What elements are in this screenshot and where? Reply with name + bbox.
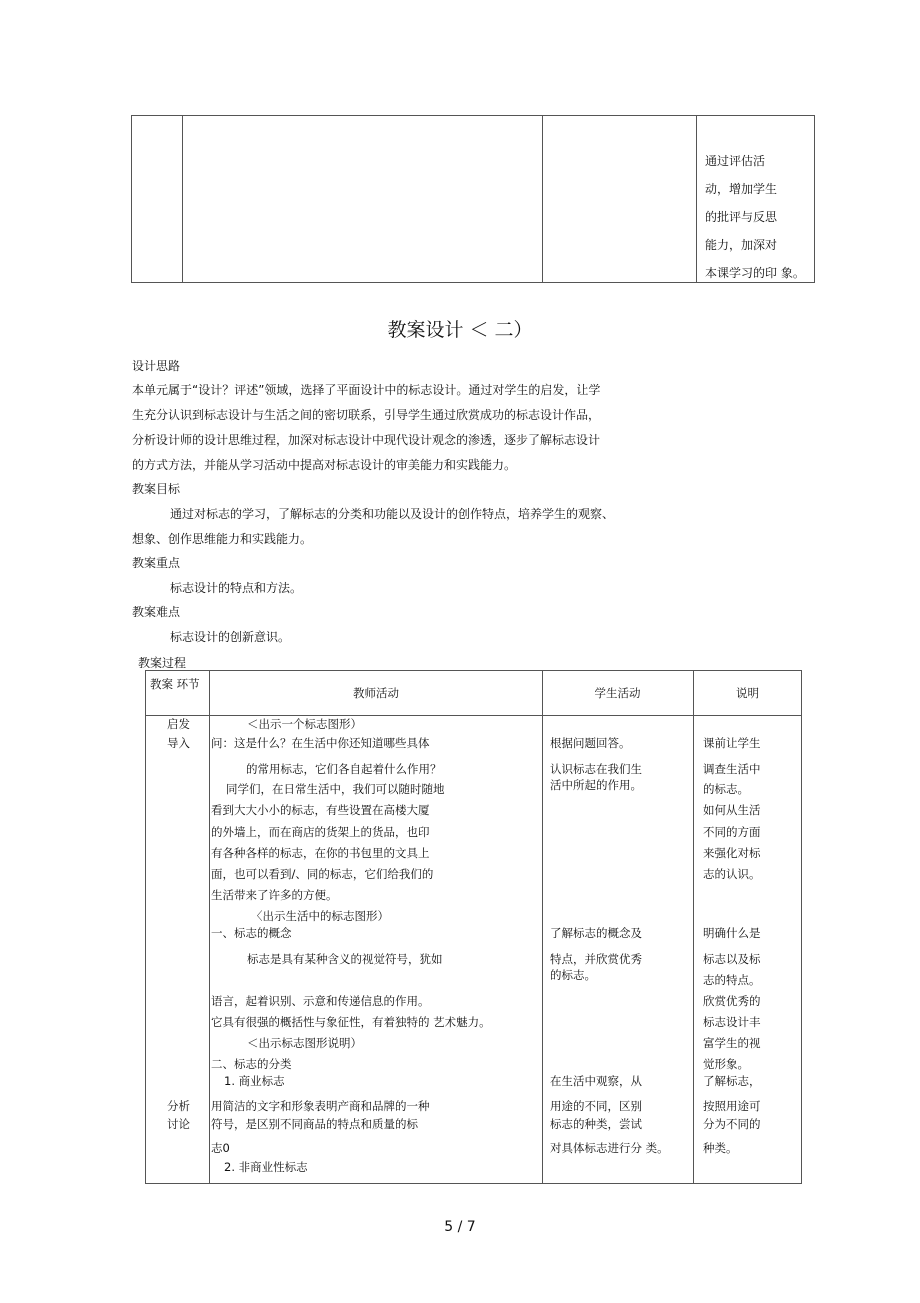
paragraph-line: 标志设计的创新意识。 (170, 630, 291, 644)
section-heading: 教案重点 (132, 556, 181, 570)
teacher-line: 2. 非商业性标志 (224, 1160, 308, 1174)
note-line: 标志设计丰 (703, 1015, 761, 1029)
table-divider (146, 715, 801, 716)
note-line: 本课学习的印 象。 (705, 266, 805, 280)
section-heading: 教案目标 (132, 482, 181, 496)
continued-table (131, 115, 815, 283)
note-line: 觉形象。 (703, 1057, 749, 1071)
note-line: 志的认识。 (703, 867, 761, 881)
paragraph-line: 标志设计的特点和方法。 (170, 581, 303, 595)
table-divider (542, 116, 543, 282)
student-line: 认识标志在我们生 (550, 762, 642, 776)
note-line: 的批评与反思 (705, 210, 778, 224)
note-line: 明确什么是 (703, 926, 761, 940)
header-stage: 教案 环节 (150, 677, 200, 691)
teacher-line: 用简洁的文字和形象表明产商和品牌的一种 (211, 1099, 430, 1113)
section-heading: 设计思路 (132, 359, 181, 373)
student-line: 对具体标志进行分 类。 (550, 1141, 669, 1155)
teacher-line: 1. 商业标志 (224, 1074, 285, 1088)
student-line: 在生活中观察，从 (550, 1074, 642, 1088)
table-divider (209, 671, 210, 1183)
teacher-line: 志0 (211, 1141, 230, 1155)
note-line: 标志以及标 (703, 952, 761, 966)
stage-label: 分析 (167, 1099, 190, 1113)
student-line: 的标志。 (550, 968, 596, 982)
student-line: 活中所起的作用。 (550, 778, 642, 792)
stage-label: 启发 (167, 717, 190, 731)
note-line: 来强化对标 (703, 846, 761, 860)
teacher-line: 〈出示生活中的标志图形） (251, 909, 389, 923)
header-student: 学生活动 (594, 686, 641, 700)
note-line: 志的特点。 (703, 973, 761, 987)
note-line: 分为不同的 (703, 1117, 761, 1131)
note-line: 按照用途可 (703, 1099, 761, 1113)
note-line: 种类。 (703, 1141, 738, 1155)
teacher-line: 看到大大小小的标志，有些设置在高楼大厦 (211, 803, 430, 817)
note-line: 的标志。 (703, 782, 749, 796)
teacher-line: ＜出示标志图形说明） (247, 1036, 362, 1050)
page-number: 5 / 7 (444, 1219, 476, 1235)
student-line: 特点，并欣赏优秀 (550, 952, 642, 966)
section-heading: 教案过程 (138, 656, 187, 670)
note-line: 了解标志， (703, 1074, 761, 1088)
student-line: 根据问题回答。 (550, 736, 631, 750)
paragraph-line: 想象、创作思维能力和实践能力。 (132, 532, 313, 546)
teacher-line: 符号，是区别不同商品的特点和质量的标 (211, 1117, 418, 1131)
teacher-line: 面，也可以看到/、同的标志，它们给我们的 (211, 867, 434, 881)
table-divider (542, 671, 543, 1183)
teacher-line: 标志是具有某种含义的视觉符号，犹如 (247, 952, 443, 966)
stage-label: 导入 (167, 736, 190, 750)
paragraph-line: 分析设计师的设计思维过程，加深对标志设计中现代设计观念的渗透，逐步了解标志设计 (132, 433, 601, 447)
student-line: 用途的不同，区别 (550, 1099, 642, 1113)
student-line: 标志的种类，尝试 (550, 1117, 642, 1131)
student-line: 了解标志的概念及 (550, 926, 642, 940)
page-title: 教案设计 ＜ 二） (387, 319, 533, 341)
teacher-line: ＜出示一个标志图形） (247, 717, 362, 731)
teacher-line: 的外墙上，而在商店的货架上的货品，也印 (211, 825, 430, 839)
note-line: 如何从生活 (703, 803, 761, 817)
paragraph-line: 本单元属于“设计？评述”领域，选择了平面设计中的标志设计。通过对学生的启发，让学 (132, 383, 601, 397)
table-divider (182, 116, 183, 282)
paragraph-line: 的方式方法，并能从学习活动中提高对标志设计的审美能力和实践能力。 (132, 458, 517, 472)
note-line: 能力，加深对 (705, 238, 778, 252)
note-line: 通过评估活 (705, 154, 766, 168)
teacher-line: 语言，起着识别、示意和传递信息的作用。 (211, 994, 430, 1008)
teacher-line: 二、标志的分类 (211, 1057, 292, 1071)
teacher-line: 它具有很强的概括性与象征性，有着独特的 艺术魅力。 (211, 1015, 491, 1029)
table-divider (693, 671, 694, 1183)
stage-label: 讨论 (167, 1117, 190, 1131)
header-teacher: 教师活动 (353, 686, 399, 700)
paragraph-line: 通过对标志的学习，了解标志的分类和功能以及设计的创作特点，培养学生的观察、 (170, 507, 615, 521)
teacher-line: 生活带来了许多的方便。 (211, 888, 338, 902)
note-line: 课前让学生 (703, 736, 761, 750)
teacher-line: 的常用标志，它们各自起着什么作用？ (246, 762, 442, 776)
note-line: 不同的方面 (703, 825, 761, 839)
teacher-line: 同学们，在日常生活中，我们可以随时随地 (226, 782, 445, 796)
paragraph-line: 生充分认识到标志设计与生活之间的密切联系，引导学生通过欣赏成功的标志设计作品， (132, 408, 601, 422)
note-line: 调查生活中 (703, 762, 761, 776)
table-divider (696, 116, 697, 282)
header-note: 说明 (736, 686, 759, 700)
note-line: 富学生的视 (703, 1036, 761, 1050)
note-line: 动，增加学生 (705, 182, 778, 196)
teacher-line: 问：这是什么？在生活中你还知道哪些具体 (211, 736, 430, 750)
teacher-line: 一、标志的概念 (211, 926, 292, 940)
note-line: 欣赏优秀的 (703, 994, 761, 1008)
teacher-line: 有各种各样的标志，在你的书包里的文具上 (211, 846, 430, 860)
section-heading: 教案难点 (132, 605, 181, 619)
